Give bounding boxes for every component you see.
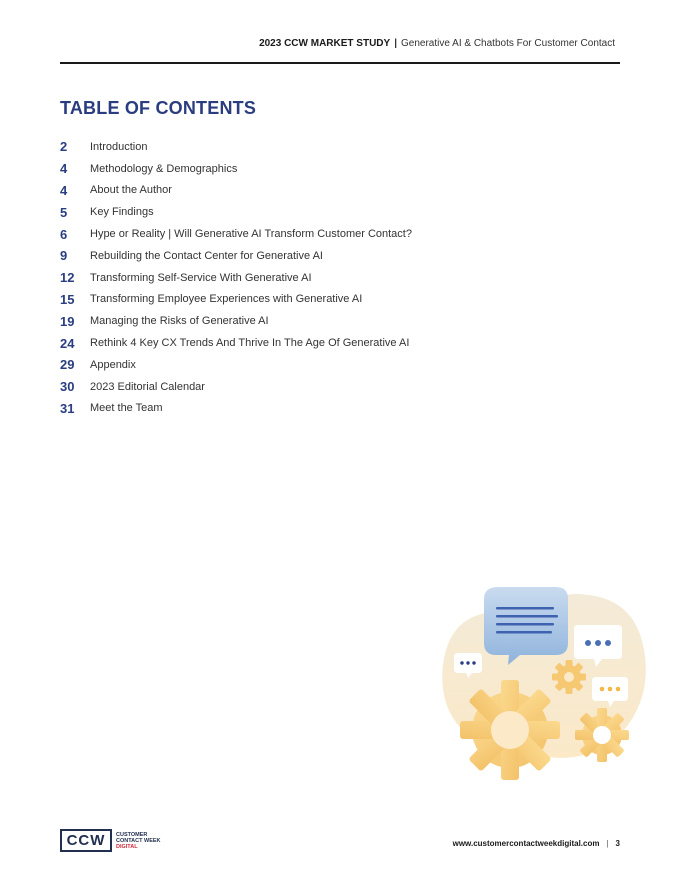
logo-line-3: DIGITAL (116, 843, 138, 850)
toc-entry[interactable] (60, 398, 412, 420)
page-header (60, 38, 615, 49)
toc-entry-label: 2023 Editorial Calendar (90, 380, 205, 393)
toc-entry-label: Managing the Risks of Generative AI (90, 315, 269, 328)
toc-entry[interactable] (60, 267, 412, 289)
toc-entry[interactable] (60, 136, 412, 158)
toc-entry-label: Introduction (90, 140, 148, 153)
toc-entry-label: Meet the Team (90, 402, 163, 415)
toc-entry-label: Rebuilding the Contact Center for Generative AI (90, 249, 323, 262)
toc-page-number: 6 (60, 226, 68, 242)
gear-icon (552, 660, 586, 694)
website-link[interactable]: www.customercontactweekdigital.com (452, 839, 600, 848)
toc-entry-label: Hype or Reality | Will Generative AI Transform Customer Contact? (90, 228, 412, 241)
toc-entry[interactable] (60, 376, 412, 398)
toc-entry[interactable] (60, 180, 412, 202)
toc-entry-label: Key Findings (90, 206, 154, 219)
toc-entry-label: About the Author (90, 184, 172, 197)
toc-entry[interactable] (60, 201, 412, 223)
toc-entry[interactable] (60, 245, 412, 267)
toc-page-number: 2 (60, 139, 68, 155)
toc-entry[interactable] (60, 354, 412, 376)
toc-page-number: 4 (60, 161, 68, 177)
logo-letters: CCW (60, 829, 112, 852)
toc-entry-label: Methodology & Demographics (90, 162, 238, 175)
page-footer (453, 839, 620, 848)
study-title: 2023 CCW MARKET STUDY (259, 38, 391, 49)
toc-page-number: 15 (60, 291, 75, 307)
toc-entry[interactable] (60, 310, 412, 332)
toc-entry[interactable] (60, 289, 412, 311)
toc-page-number: 12 (60, 270, 75, 286)
toc-list (60, 136, 412, 419)
toc-page-number: 24 (60, 335, 75, 351)
gear-icon (575, 708, 629, 762)
toc-page-number: 9 (60, 248, 68, 264)
toc-page-number: 19 (60, 313, 75, 329)
toc-heading: TABLE OF CONTENTS (60, 98, 257, 118)
header-divider (60, 62, 620, 64)
toc-entry[interactable] (60, 223, 412, 245)
logo-line-1: CUSTOMER (116, 831, 148, 838)
logo-line-2: CONTACT WEEK (116, 837, 161, 844)
toc-page-number: 4 (60, 182, 68, 198)
toc-entry-label: Appendix (90, 358, 136, 371)
logo-wordmark (116, 832, 161, 850)
gear-icon (460, 680, 560, 780)
toc-page-number: 29 (60, 357, 75, 373)
toc-page-number: 5 (60, 204, 68, 220)
toc-entry-label: Transforming Employee Experiences with Generative AI (90, 293, 363, 306)
ccw-logo (60, 829, 161, 852)
toc-page-number: 31 (60, 400, 75, 416)
toc-page-number: 30 (60, 379, 75, 395)
header-separator: | (394, 38, 398, 49)
chat-bubble-icon (484, 587, 568, 665)
toc-entry[interactable] (60, 158, 412, 180)
page-number: 3 (615, 839, 620, 848)
toc-entry-label: Transforming Self-Service With Generative AI (90, 271, 312, 284)
toc-entry-label: Rethink 4 Key CX Trends And Thrive In The Age Of Generative AI (90, 337, 410, 350)
footer-separator: | (606, 839, 609, 848)
toc-entry[interactable] (60, 332, 412, 354)
chat-gears-illustration (438, 585, 653, 785)
study-subtitle: Generative AI & Chatbots For Customer Contact (401, 38, 615, 49)
